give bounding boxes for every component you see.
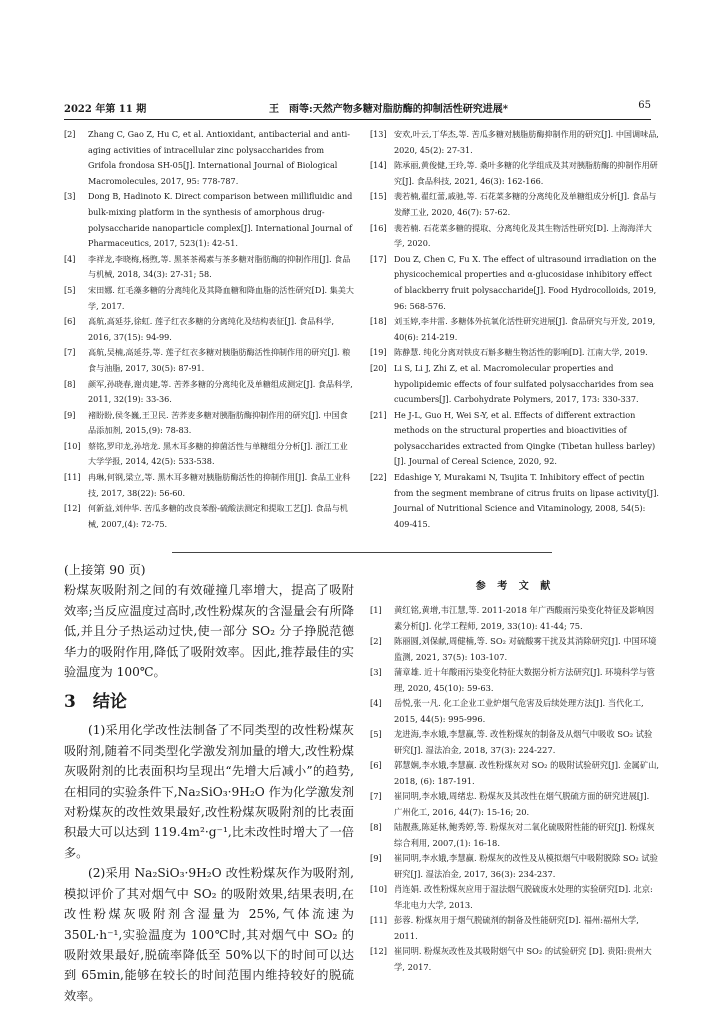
reference-item [370,314,660,345]
references-section [370,560,660,975]
reference-number: [2] [370,636,382,646]
reference-item [64,283,354,314]
reference-item [370,361,660,408]
running-header [64,100,651,116]
reference-item [64,470,354,501]
reference-number: [16] [370,222,387,233]
reference-text: 裴若楠. 石花菜多糖的提取、分离纯化及其生物活性研究[D]. 上海海洋大学, 2020. [394,222,652,249]
paragraph-temperature: 粉煤灰吸附剂之间的有效碰撞几率增大，提高了吸附效率;当反应温度过高时,改性粉煤灰的含湿量会有所降低,并且分子热运动过快,使一部分 SO₂ 分子挣脱范德华力的吸附作用,降低了吸附效率。因此,推荐最佳的实验温度为 100℃。 [64,583,354,680]
reference-text: 裴若楠,翟红蕾,戚驰,等. 石花菜多糖的分离纯化及单糖组成分析[J]. 食品与发酵工业, 2020, 46(7): 57-62. [394,191,657,217]
paragraph-conclusion-2: (2)采用 Na₂SiO₃·9H₂O 改性粉煤灰作为吸附剂,模拟评价了其对烟气中 SO₂ 的吸附效果,结果表明,在改性粉煤灰吸附剂含湿量为 25%,气体流速为 350L·h⁻¹,实验温度为 100℃时,其对烟气中 SO₂ 的吸附效果最好,脱硫率降低至 50%以下的时间可以达到 65min,能够在较长的时间范围内维持较好的脱硫效率。 [64,866,354,1003]
reference-item [370,820,660,851]
reference-text: Li S, Li J, Zhi Z, et al. Macromolecular properties and hypolipidemic effects of four sulfated polysaccharides from sea cucumbers[J]. Carbohydrate Polymers, 2017, 173: 330-337. [394,362,654,405]
reference-number: [5] [64,284,76,295]
reference-item [370,789,660,820]
reference-text: 龙进海,李水娥,李慧赢,等. 改性粉煤灰的制备及从烟气中吸收 SO₂ 试验研究[J]. 湿法冶金, 2018, 37(3): 224-227. [394,729,653,755]
reference-text: 肖连娟. 改性粉煤灰应用于湿法烟气脱硫废水处理的实验研究[D]. 北京:华北电力大学, 2013. [394,884,653,910]
continued-note: (上接第 90 页) [64,563,146,577]
reference-number: [13] [370,129,387,139]
reference-text: 陈静慧. 纯化分离对铁皮石斛多糖生物活性的影响[D]. 江南大学, 2019. [394,347,648,358]
reference-item [370,603,660,634]
reference-item [64,408,354,439]
reference-text: 郭慧娴,李水娥,李慧赢. 改性粉煤灰对 SO₂ 的吸附试验研究[J]. 金属矿山, 2018, (6): 187-191. [394,760,660,786]
reference-item [370,727,660,758]
reference-item [370,408,660,470]
reference-list-left [64,127,354,532]
reference-number: [12] [64,503,81,514]
paragraph-conclusion-1: (1)采用化学改性法制备了不同类型的改性粉煤灰吸附剂,随着不同类型化学激发剂加量的增大,改性粉煤灰吸附剂的比表面积均呈现出“先增大后减小”的趋势,在相同的实验条件下,Na₂SiO₃·9H₂O 作为化学激发剂对粉煤灰的改性效果最好,改性粉煤灰吸附剂的比表面积最大可以达到 119.4m²·g⁻¹,比未改性时增大了一倍多。 [64,723,354,860]
reference-item [370,345,660,361]
reference-item [64,345,354,376]
reference-text: 高航,吴楠,高延芬,等. 莲子红衣多糖对胰脂肪酶活性抑制作用的研究[J]. 粮食与油脂, 2017, 30(5): 87-91. [88,347,351,373]
reference-item [370,470,660,532]
body-text-column [64,560,354,1006]
references-heading: 参 考 文 献 [475,581,555,592]
reference-item [64,252,354,283]
reference-text: He J-L, Guo H, Wei S-Y, et al. Effects of different extraction methods on the structural properties and bioactivities of polysaccharides extracted from Qingke (Tibetan hulless barley) [J]. Journal of Cereal Science, 2020, 92. [394,409,656,467]
reference-number: [7] [64,347,76,358]
reference-item [370,634,660,665]
reference-number: [11] [370,915,388,925]
reference-text: Edashige Y, Murakami N, Tsujita T. Inhibitory effect of pectin from the segment membrane of citrus fruits on lipase activity[J]. Journal of Nutritional Science and Vitaminology, 2008, 54(5): 409-415. [394,472,659,529]
reference-text: 褚盼盼,侯冬巍,王卫民. 苦荞麦多糖对胰脂肪酶抑制作用的研究[J]. 中国食品添加剂, 2015,(9): 78-83. [88,409,348,436]
reference-list-right [370,127,660,532]
reference-number: [11] [64,472,81,483]
reference-text: 刘玉婷,李井雷. 多糖体外抗氧化活性研究进展[J]. 食品研究与开发, 2019, 40(6): 214-219. [394,316,656,342]
reference-item [370,189,660,220]
reference-item [370,758,660,789]
reference-item [370,851,660,882]
reference-number: [22] [370,472,387,483]
reference-item [370,221,660,252]
reference-text: 黄红铭,黄增,韦江慧,等. 2011-2018 年广西酸雨污染变化特征及影响因素分析[J]. 化学工程师, 2019, 33(10): 41-44; 75. [394,605,654,631]
reference-text: 岳悦,张一凡. 化工企业工业炉烟气危害及后续处理方法[J]. 当代化工, 2015, 44(5): 995-996. [394,698,644,724]
reference-text: 陈丽圆,刘保献,周健楠,等. SO₂ 对硫酸雾干扰及其消除研究[J]. 中国环境监测, 2021, 37(5): 103-107. [394,636,657,662]
reference-text: 崔同明,李水娥,周绪忠. 粉煤灰及其改性在烟气脱硫方面的研究进展[J]. 广州化工, 2016, 44(7): 15-16; 20. [394,791,650,817]
reference-text: 蔡铭,罗印龙,孙培龙. 黑木耳多糖的抑菌活性与单糖组分分析[J]. 浙江工业大学学报, 2014, 42(5): 533-538. [88,440,348,467]
reference-text: 安欢,叶云,丁华杰,等. 苦瓜多糖对胰脂肪酶抑制作用的研究[J]. 中国调味品, 2020, 45(2): 27-31. [394,129,659,155]
reference-item [370,913,660,944]
reference-number: [8] [64,378,76,389]
reference-number: [9] [370,853,382,863]
reference-item [64,314,354,345]
reference-number: [2] [64,129,76,139]
reference-text: 高航,高延芬,徐虹. 莲子红衣多糖的分离纯化及结构表征[J]. 食品科学, 2016, 37(15): 94-99. [88,316,335,342]
running-title: 王 雨等:天然产物多糖对脂肪酶的抑制活性研究进展* [269,104,508,115]
reference-number: [5] [370,729,382,739]
reference-number: [18] [370,316,387,327]
reference-item [64,377,354,408]
reference-text: 冉琳,何钢,梁立,等. 黑木耳多糖对胰脂肪酶活性的抑制作用[J]. 食品工业科技, 2017, 38(22): 56-60. [88,472,351,498]
reference-number: [9] [64,409,76,420]
reference-number: [3] [370,667,382,677]
reference-number: [19] [370,347,387,358]
header-rule [64,119,651,120]
reference-number: [3] [64,191,76,202]
reference-number: [10] [64,440,81,451]
reference-number: [4] [64,253,76,264]
reference-number: [14] [370,160,387,171]
reference-text: 宋田娜. 红毛藻多糖的分离纯化及其降血糖和降血脂的活性研究[D]. 集美大学, 2017. [88,284,354,311]
reference-number: [10] [370,884,388,894]
reference-text: 陆靓燕,陈延林,鲍秀婷,等. 粉煤灰对二氧化硫吸附性能的研究[J]. 粉煤灰综合利用, 2007,(1): 16-18. [394,822,655,848]
reference-item [370,158,660,189]
reference-text: Dong B, Hadinoto K. Direct comparison between millifluidic and bulk-mixing platform in the synthesis of amorphous drug-polysaccharide nanoparticle complex[J]. International Journal of Pharmaceutics, 2017, 523(1): 42-51. [88,191,353,249]
reference-number: [15] [370,191,387,202]
reference-number: [17] [370,253,387,264]
reference-text: 颜军,孙晓春,谢贞建,等. 苦荞多糖的分离纯化及单糖组成测定[J]. 食品科学, 2011, 32(19): 33-36. [88,378,353,405]
reference-text: 李祥龙,李晓梅,杨煦,等. 黑茶茶褐素与茶多糖对脂肪酶的抑制作用[J]. 食品与机械, 2018, 34(3): 27-31; 58. [88,253,351,280]
reference-item [64,127,354,189]
reference-item [370,944,660,975]
references-list [370,603,660,975]
page-number: 65 [638,100,651,111]
reference-number: [12] [370,946,388,956]
section-heading-conclusion: 3 结论 [64,692,127,713]
reference-item [64,501,354,532]
reference-number: [6] [64,316,76,327]
reference-text: 崔同明. 粉煤灰改性及其吸附烟气中 SO₂ 的试验研究 [D]. 贵阳:贵州大学, 2017. [394,946,652,972]
reference-number: [6] [370,760,382,770]
reference-item [370,252,660,314]
reference-number: [1] [370,605,382,615]
reference-item [370,665,660,696]
reference-item [370,696,660,727]
reference-number: [20] [370,362,387,373]
reference-text: 崔同明,李水娥,李慧赢. 粉煤灰的改性及从模拟烟气中吸附脱除 SO₂ 试验研究[J]. 湿法冶金, 2017, 36(3): 234-237. [394,853,658,879]
reference-number: [7] [370,791,382,801]
reference-item [64,189,354,251]
issue-label: 2022 年第 11 期 [64,104,147,115]
reference-text: Dou Z, Chen C, Fu X. The effect of ultrasound irradiation on the physicochemical properties and α-glucosidase inhibitory effect of blackberry fruit polysaccharide[J]. Food Hydrocolloids, 2019, 96: 568-576. [394,253,657,311]
reference-text: 何新益,刘仲华. 苦瓜多糖的改良苯酚-硫酸法测定和提取工艺[J]. 食品与机械, 2007,(4): 72-75. [88,503,348,529]
reference-number: [4] [370,698,382,708]
reference-item [370,882,660,913]
reference-number: [8] [370,822,382,832]
article-divider [172,552,552,553]
reference-text: 彭蓉. 粉煤灰用于烟气脱硫剂的制备及性能研究[D]. 福州:福州大学, 2011. [394,915,639,941]
reference-text: 蒲章雄. 近十年酸雨污染变化特征大数据分析方法研究[J]. 环境科学与管理, 2020, 45(10): 59-63. [394,667,655,693]
reference-item [64,439,354,470]
reference-text: Zhang C, Gao Z, Hu C, et al. Antioxidant, antibacterial and anti-aging activities of intracellular zinc polysaccharides from Grifola frondosa SH-05[J]. International Journal of Biological Macromolecules, 2017, 95: 778-787. [88,129,350,186]
reference-item [370,127,660,158]
reference-number: [21] [370,409,387,420]
reference-text: 陈承丽,黄俊健,王玲,等. 桑叶多糖的化学组成及其对胰脂肪酶的抑制作用研究[J]. 食品科技, 2021, 46(3): 162-166. [394,160,658,186]
